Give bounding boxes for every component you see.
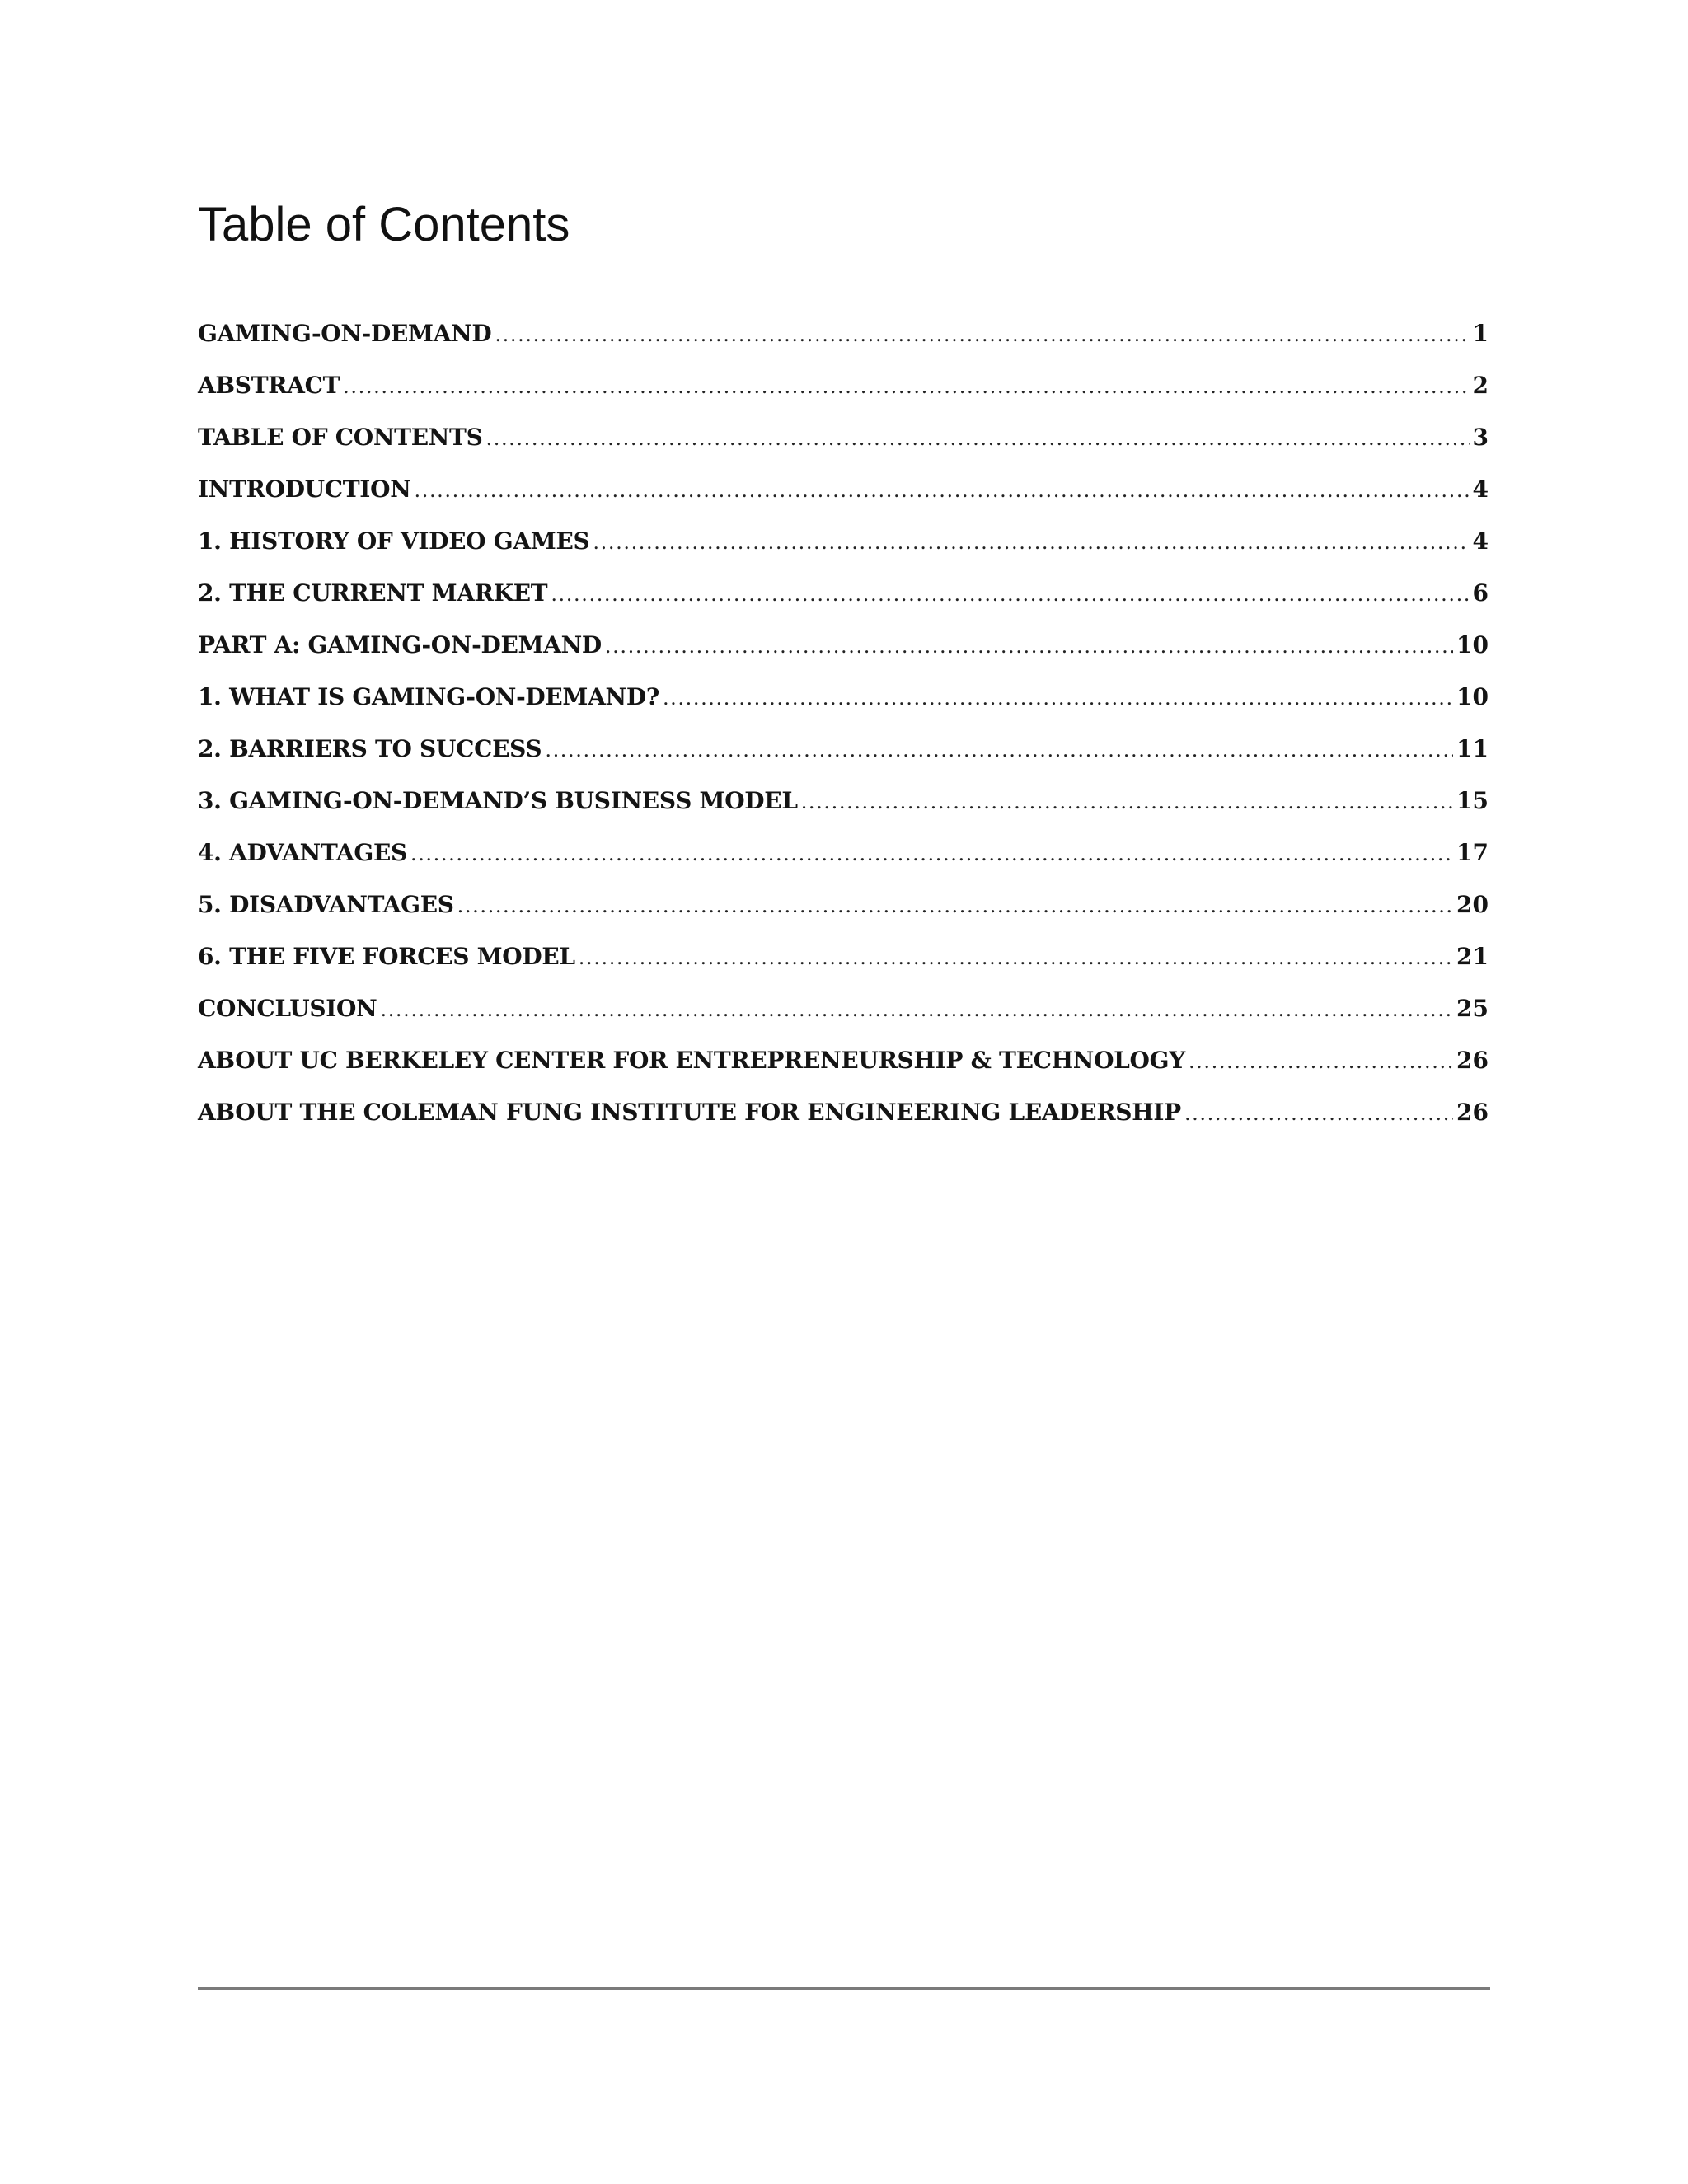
toc-entry-label: TABLE OF CONTENTS bbox=[198, 424, 483, 451]
toc-entry-about-coleman-fung-institute[interactable] bbox=[198, 1086, 1489, 1138]
dot-leader bbox=[551, 569, 1469, 621]
footer-divider bbox=[198, 1987, 1490, 1990]
toc-entry-label: ABSTRACT bbox=[198, 372, 340, 399]
toc-entry-table-of-contents[interactable] bbox=[198, 411, 1489, 463]
dot-leader bbox=[605, 621, 1453, 673]
dot-leader bbox=[593, 517, 1469, 569]
toc-entry-label: 4. ADVANTAGES bbox=[198, 839, 407, 866]
dot-leader bbox=[579, 932, 1453, 984]
dot-leader bbox=[457, 880, 1453, 932]
toc-entry-conclusion[interactable] bbox=[198, 982, 1489, 1034]
toc-entry-page-number: 10 bbox=[1456, 683, 1489, 710]
toc-entry-page-number: 6 bbox=[1472, 579, 1489, 607]
toc-entry-disadvantages[interactable] bbox=[198, 879, 1489, 930]
toc-entry-introduction[interactable] bbox=[198, 463, 1489, 515]
dot-leader bbox=[343, 361, 1469, 413]
toc-entry-label: 6. THE FIVE FORCES MODEL bbox=[198, 943, 575, 970]
dot-leader bbox=[801, 776, 1453, 828]
toc-entry-label: ABOUT THE COLEMAN FUNG INSTITUTE FOR ENGINEERING LEADERSHIP bbox=[198, 1099, 1181, 1126]
toc-entry-page-number: 4 bbox=[1472, 527, 1489, 555]
toc-entry-five-forces-model[interactable] bbox=[198, 930, 1489, 982]
toc-entry-page-number: 26 bbox=[1456, 1047, 1489, 1074]
toc-entry-page-number: 26 bbox=[1456, 1099, 1489, 1126]
toc-entry-barriers-to-success[interactable] bbox=[198, 723, 1489, 775]
dot-leader bbox=[663, 673, 1453, 724]
page-title: Table of Contents bbox=[198, 198, 570, 251]
toc-entry-label: INTRODUCTION bbox=[198, 476, 411, 503]
toc-entry-gaming-on-demand[interactable] bbox=[198, 307, 1489, 359]
toc-entry-page-number: 20 bbox=[1456, 891, 1489, 918]
toc-entry-label: 1. HISTORY OF VIDEO GAMES bbox=[198, 527, 590, 555]
dot-leader bbox=[495, 309, 1469, 361]
toc-entry-abstract[interactable] bbox=[198, 359, 1489, 411]
toc-entry-page-number: 17 bbox=[1456, 839, 1489, 866]
toc-entry-label: ABOUT UC BERKELEY CENTER FOR ENTREPRENEURSHIP & TECHNOLOGY bbox=[198, 1047, 1185, 1074]
toc-entry-label: 3. GAMING-ON-DEMAND’S BUSINESS MODEL bbox=[198, 787, 798, 814]
toc-entry-about-uc-berkeley-center[interactable] bbox=[198, 1034, 1489, 1086]
dot-leader bbox=[415, 465, 1470, 517]
toc-entry-page-number: 3 bbox=[1472, 424, 1489, 451]
toc-entry-page-number: 2 bbox=[1472, 372, 1489, 399]
dot-leader bbox=[1184, 1088, 1453, 1140]
toc-entry-label: 1. WHAT IS GAMING-ON-DEMAND? bbox=[198, 683, 659, 710]
toc-entry-what-is-gaming-on-demand[interactable] bbox=[198, 671, 1489, 723]
dot-leader bbox=[486, 413, 1470, 465]
toc-entry-the-current-market[interactable] bbox=[198, 567, 1489, 619]
toc-entry-label: CONCLUSION bbox=[198, 995, 377, 1022]
toc-entry-label: 2. BARRIERS TO SUCCESS bbox=[198, 735, 542, 762]
toc-entry-page-number: 15 bbox=[1456, 787, 1489, 814]
toc-entry-page-number: 4 bbox=[1472, 476, 1489, 503]
toc-list bbox=[198, 307, 1489, 1138]
toc-entry-page-number: 1 bbox=[1472, 320, 1489, 347]
toc-entry-page-number: 25 bbox=[1456, 995, 1489, 1022]
toc-entry-part-a-gaming-on-demand[interactable] bbox=[198, 619, 1489, 671]
toc-entry-label: PART A: GAMING-ON-DEMAND bbox=[198, 631, 602, 658]
toc-entry-advantages[interactable] bbox=[198, 827, 1489, 879]
dot-leader bbox=[410, 828, 1453, 880]
toc-entry-page-number: 10 bbox=[1456, 631, 1489, 658]
toc-entry-label: 2. THE CURRENT MARKET bbox=[198, 579, 548, 607]
dot-leader bbox=[545, 724, 1453, 776]
dot-leader bbox=[1189, 1036, 1453, 1088]
toc-entry-page-number: 21 bbox=[1456, 943, 1489, 970]
toc-entry-page-number: 11 bbox=[1456, 735, 1489, 762]
toc-entry-label: GAMING-ON-DEMAND bbox=[198, 320, 492, 347]
toc-entry-label: 5. DISADVANTAGES bbox=[198, 891, 454, 918]
toc-entry-history-of-video-games[interactable] bbox=[198, 515, 1489, 567]
toc-entry-business-model[interactable] bbox=[198, 775, 1489, 827]
dot-leader bbox=[380, 984, 1453, 1036]
